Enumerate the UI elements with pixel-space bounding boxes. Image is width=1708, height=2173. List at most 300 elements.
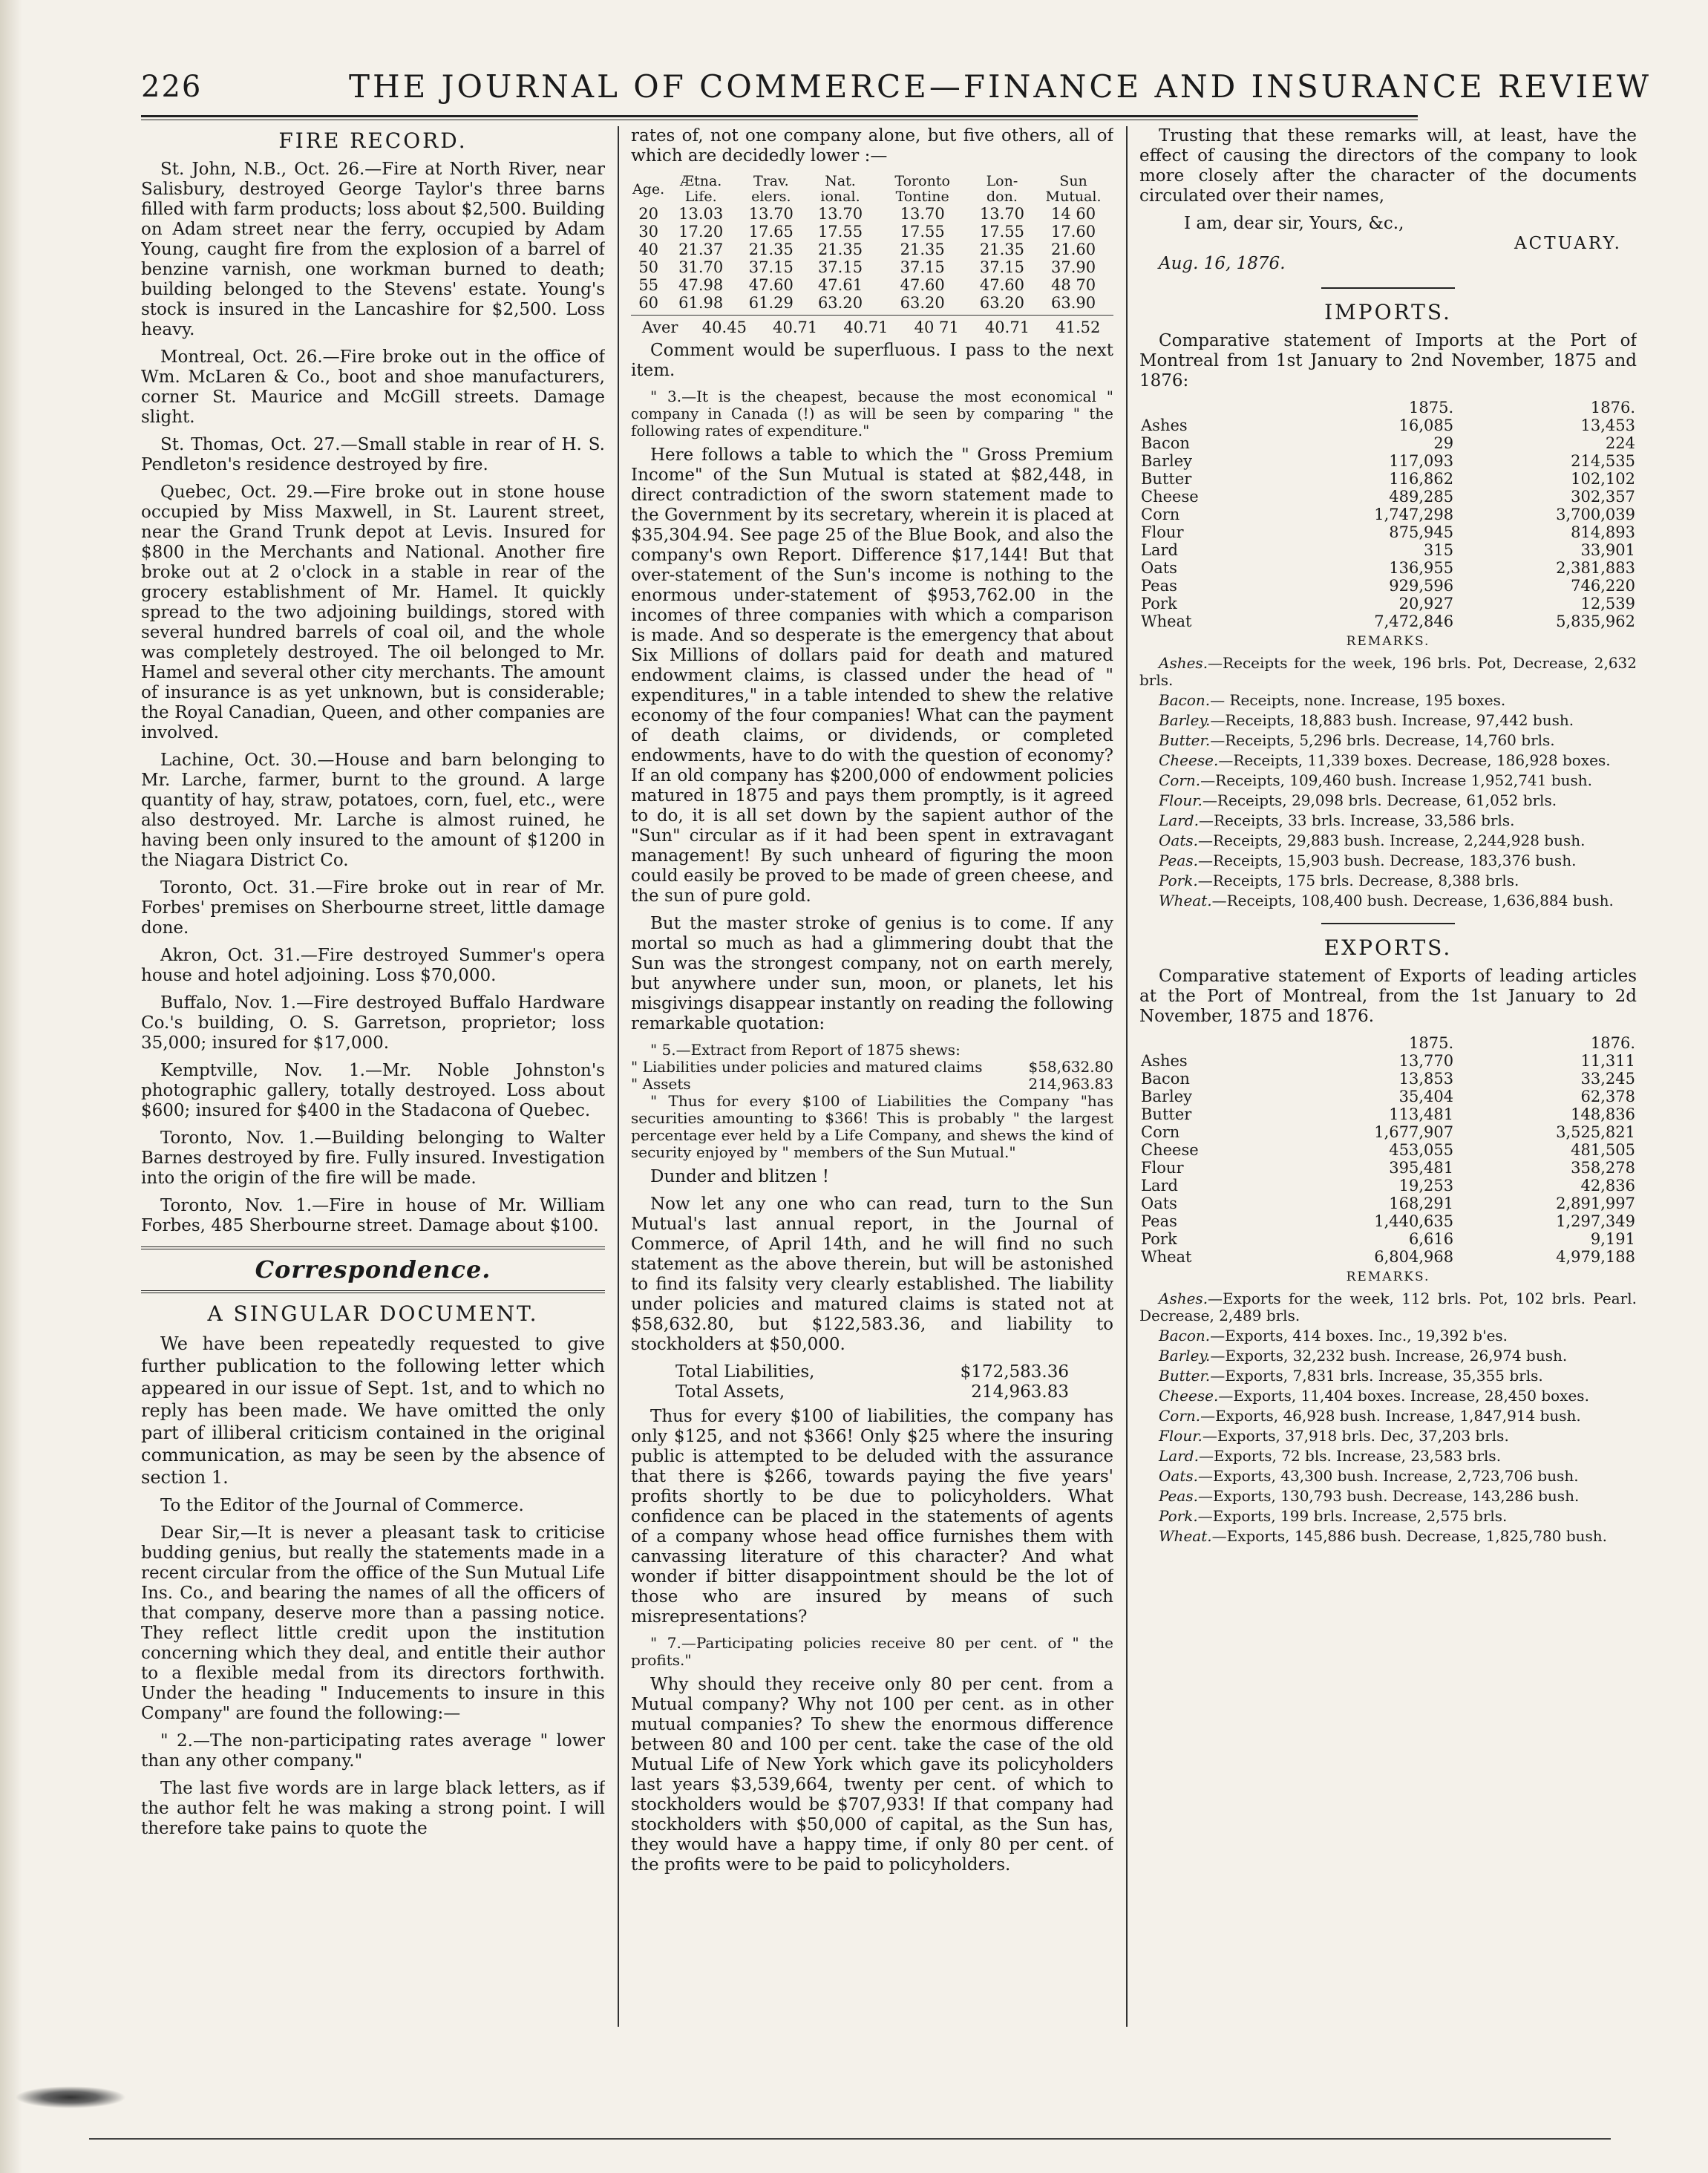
exports-value-b: 62,378 xyxy=(1580,1088,1635,1105)
correspondence-heading: Correspondence. xyxy=(255,1255,491,1284)
exports-row xyxy=(1139,1195,1637,1212)
rates-cell: 63.20 xyxy=(817,294,863,312)
exports-value-a: 113,481 xyxy=(1389,1105,1454,1123)
section-rule xyxy=(1321,923,1455,924)
exports-article: Lard xyxy=(1141,1177,1178,1195)
exports-remark xyxy=(1139,1347,1637,1365)
imports-article: Lard xyxy=(1141,541,1178,559)
imports-remark-text: —Receipts, 11,339 boxes. Decrease, 186,928 boxes. xyxy=(1218,751,1611,769)
exports-value-b: 11,311 xyxy=(1580,1052,1635,1070)
fire-record-title: FIRE RECORD. xyxy=(278,128,468,153)
imports-remark xyxy=(1139,732,1637,749)
imports-article: Barley xyxy=(1141,452,1192,470)
exports-table xyxy=(1139,1034,1637,1266)
rates-row xyxy=(631,258,1113,276)
imports-row xyxy=(1139,434,1637,452)
exports-value-b: 481,505 xyxy=(1571,1141,1635,1159)
rates-cell: 47.60 xyxy=(979,276,1024,294)
exports-remark-label: Butter. xyxy=(1159,1367,1211,1385)
fire-record-item: Lachine, Oct. 30.—House and barn belonging to Mr. Larche, farmer, burnt to the ground. A large quantity of hay, straw, potatoes, corn, fuel, etc., were also destroyed. Mr. Larche is almost ruined, he having been only insured to the amount of $1200 in the Niagara District Co. xyxy=(141,751,605,870)
fire-record-item: Buffalo, Nov. 1.—Fire destroyed Buffalo Hardware Co.'s building, O. S. Garretson, proprietor; loss 35,000; insured for $17,000. xyxy=(141,993,605,1053)
exports-remark xyxy=(1139,1327,1637,1344)
rates-cell: 63.20 xyxy=(900,294,945,312)
exports-remark xyxy=(1139,1367,1637,1385)
letter-paragraph: Dear Sir,—It is never a pleasant task to criticise budding genius, but really the statements made in a recent circular from the office of the Sun Mutual Life Ins. Co., and bearing the names of all the officers of that company, deserve more than a passing notice. They reflect little credit upon the institution concerning which they deal, and entitle their author to a flexible medal from its directors forthwith. Under the heading " Inducements to insure in this Company" are found the following:— xyxy=(141,1523,605,1723)
imports-remark xyxy=(1139,752,1637,769)
rates-cell: 21.35 xyxy=(979,241,1024,258)
exports-value-a: 13,770 xyxy=(1398,1052,1454,1070)
section-rule xyxy=(1321,287,1455,289)
imports-value-b: 2,381,883 xyxy=(1556,559,1635,577)
column-left xyxy=(141,126,605,2027)
imports-remarks xyxy=(1139,655,1637,909)
letter-paragraph: The last five words are in large black letters, as if the author felt he was making a strong point. I will therefore take pains to quote the xyxy=(141,1779,605,1838)
exports-remark-text: —Exports, 414 boxes. Inc., 19,392 b'es. xyxy=(1210,1327,1508,1344)
imports-value-b: 5,835,962 xyxy=(1556,612,1635,630)
exports-remark xyxy=(1139,1388,1637,1405)
imports-value-b: 3,700,039 xyxy=(1556,506,1635,523)
exports-row xyxy=(1139,1248,1637,1266)
imports-remark-label: Pork. xyxy=(1159,872,1198,889)
exports-title: EXPORTS. xyxy=(1323,935,1453,960)
imports-remark-text: —Receipts, 33 brls. Increase, 33,586 brls. xyxy=(1198,811,1515,829)
imports-remark xyxy=(1139,692,1637,709)
exports-value-a: 6,804,968 xyxy=(1374,1248,1454,1266)
imports-remark-text: —Receipts, 108,400 bush. Decrease, 1,636,884 bush. xyxy=(1211,892,1614,909)
exports-row xyxy=(1139,1123,1637,1141)
imports-remark-label: Cheese. xyxy=(1159,751,1219,769)
letter-paragraph: Comment would be superfluous. I pass to the next item. xyxy=(631,341,1113,380)
rates-cell: 55 xyxy=(638,276,658,294)
letter-paragraph: Trusting that these remarks will, at least, have the effect of causing the directors of the company to look more closely after the character of the documents circulated over their names, xyxy=(1139,126,1637,206)
imports-value-b: 814,893 xyxy=(1571,523,1635,541)
imports-article: Bacon xyxy=(1141,434,1190,452)
exports-row xyxy=(1139,1212,1637,1230)
imports-row xyxy=(1139,488,1637,506)
imports-row xyxy=(1139,470,1637,488)
exports-article: Oats xyxy=(1141,1195,1177,1212)
exports-article: Cheese xyxy=(1141,1141,1199,1159)
exports-value-a: 13,853 xyxy=(1398,1070,1454,1088)
exports-value-a: 19,253 xyxy=(1398,1177,1454,1195)
exports-article: Peas xyxy=(1141,1212,1177,1230)
exports-row xyxy=(1139,1230,1637,1248)
imports-remark xyxy=(1139,772,1637,789)
rates-cell: 63.20 xyxy=(979,294,1024,312)
exports-row xyxy=(1139,1070,1637,1088)
exports-remark-text: —Exports, 72 bls. Increase, 23,583 brls. xyxy=(1198,1447,1502,1465)
letter-closing: I am, dear sir, Yours, &c., xyxy=(1184,214,1404,233)
imports-remark xyxy=(1139,892,1637,909)
rates-cell: 37.15 xyxy=(817,258,863,276)
letter-paragraph: Why should they receive only 80 per cent. from a Mutual company? Why not 100 per cent. as in other mutual companies? To shew the enormous difference between 80 and 100 per cent. take the case of the old Mutual Life of New York which gave its policyholders last years $3,539,664, twenty per cent. of which to stockholders would be $707,933! If that company had stockholders with $50,000 of capital, as the Sun has, they would have a happy time, if only 80 per cent. of the profits were to be paid to policyholders. xyxy=(631,1675,1113,1875)
rates-cell: 37.15 xyxy=(748,258,794,276)
bottom-rule xyxy=(89,2138,1611,2140)
rates-average-cell: Aver xyxy=(641,318,678,336)
exports-value-a: 1,677,907 xyxy=(1374,1123,1454,1141)
imports-article: Wheat xyxy=(1141,612,1192,630)
rates-cell: 60 xyxy=(638,294,658,312)
rates-cell: 47.60 xyxy=(900,276,945,294)
imports-remark-text: —Receipts, 18,883 bush. Increase, 97,442 bush. xyxy=(1210,711,1574,729)
imports-remark-text: —Receipts, 15,903 bush. Decrease, 183,376 bush. xyxy=(1197,852,1577,869)
imports-value-a: 7,472,846 xyxy=(1374,612,1454,630)
rates-cell: 13.03 xyxy=(678,205,724,223)
exports-article: Corn xyxy=(1141,1123,1180,1141)
rates-cell: 47.60 xyxy=(748,276,794,294)
imports-remark-label: Bacon. xyxy=(1159,691,1211,709)
column-middle xyxy=(631,126,1113,2027)
exports-value-b: 1,297,349 xyxy=(1556,1212,1635,1230)
rates-average-table xyxy=(631,318,1113,336)
imports-value-a: 116,862 xyxy=(1389,470,1454,488)
exports-article: Barley xyxy=(1141,1088,1192,1105)
imports-remark-label: Butter. xyxy=(1159,731,1211,749)
exports-row xyxy=(1139,1088,1637,1105)
imports-value-b: 13,453 xyxy=(1580,416,1635,434)
rates-header-cell: Sun Mutual. xyxy=(1045,173,1102,205)
imports-remark xyxy=(1139,712,1637,729)
rates-cell: 30 xyxy=(638,223,658,241)
rates-cell: 13.70 xyxy=(748,205,794,223)
page-edge-stain xyxy=(0,0,22,2173)
imports-row xyxy=(1139,559,1637,577)
total-liabilities-value: $172,583.36 xyxy=(960,1362,1069,1382)
exports-value-a: 395,481 xyxy=(1389,1159,1454,1177)
imports-remark-label: Oats. xyxy=(1159,831,1198,849)
imports-value-b: 102,102 xyxy=(1571,470,1635,488)
imports-remarks-label: REMARKS. xyxy=(1346,634,1430,649)
total-liabilities-label: Total Liabilities, xyxy=(675,1362,815,1382)
imports-remark-label: Wheat. xyxy=(1159,892,1212,909)
exports-value-a: 6,616 xyxy=(1409,1230,1454,1248)
section-rule xyxy=(141,1246,605,1249)
imports-remark xyxy=(1139,792,1637,809)
rates-row xyxy=(631,241,1113,258)
exports-remark xyxy=(1139,1290,1637,1324)
exports-remark-text: —Exports, 43,300 bush. Increase, 2,723,706 bush. xyxy=(1197,1467,1579,1485)
exports-row xyxy=(1139,1105,1637,1123)
exports-remark xyxy=(1139,1408,1637,1425)
fire-record-item: Toronto, Nov. 1.—Fire in house of Mr. William Forbes, 485 Sherbourne street. Damage about $100. xyxy=(141,1196,605,1235)
quote-liabilities-value: $58,632.80 xyxy=(1028,1058,1113,1076)
letter-paragraph: Dunder and blitzen ! xyxy=(650,1167,830,1186)
rates-header-row xyxy=(631,174,1113,205)
exports-article: Pork xyxy=(1141,1230,1177,1248)
rates-average-cell: 40.71 xyxy=(984,318,1030,336)
imports-remark-label: Corn. xyxy=(1159,771,1201,789)
imports-value-b: 302,357 xyxy=(1571,488,1635,506)
imports-row xyxy=(1139,541,1637,559)
exports-row xyxy=(1139,1177,1637,1195)
imports-remark-text: —Receipts, 109,460 bush. Increase 1,952,741 bush. xyxy=(1200,771,1592,789)
rates-cell: 40 xyxy=(638,241,658,258)
exports-remark xyxy=(1139,1488,1637,1505)
imports-remark-label: Lard. xyxy=(1159,811,1199,829)
exports-remark-label: Bacon. xyxy=(1159,1327,1211,1344)
rates-cell: 61.98 xyxy=(678,294,724,312)
rates-average-cell: 40.45 xyxy=(701,318,747,336)
exports-remark-text: —Exports, 32,232 bush. Increase, 26,974 bush. xyxy=(1210,1347,1568,1365)
rates-cell: 17.20 xyxy=(678,223,724,241)
imports-value-a: 1,747,298 xyxy=(1374,506,1454,523)
section-rule xyxy=(141,1290,605,1293)
exports-remark-label: Barley. xyxy=(1159,1347,1211,1365)
imports-article: Cheese xyxy=(1141,488,1199,506)
rates-row xyxy=(631,294,1113,312)
imports-year-a: 1875. xyxy=(1409,399,1454,416)
imports-remark-text: — Receipts, none. Increase, 195 boxes. xyxy=(1210,691,1506,709)
exports-remark-label: Lard. xyxy=(1159,1447,1199,1465)
exports-value-a: 168,291 xyxy=(1389,1195,1454,1212)
imports-value-a: 20,927 xyxy=(1398,595,1454,612)
letter-address: To the Editor of the Journal of Commerce. xyxy=(160,1496,524,1515)
imports-article: Corn xyxy=(1141,506,1180,523)
rates-header-cell: Age. xyxy=(632,180,665,197)
imports-remark-text: —Receipts, 5,296 brls. Decrease, 14,760 brls. xyxy=(1210,731,1555,749)
rates-cell: 61.29 xyxy=(748,294,794,312)
imports-title: IMPORTS. xyxy=(1324,300,1452,324)
imports-remark-text: —Receipts for the week, 196 brls. Pot, Decrease, 2,632 brls. xyxy=(1139,654,1637,689)
exports-remark-label: Flour. xyxy=(1159,1427,1203,1445)
column-rule xyxy=(618,126,619,2027)
imports-remark-label: Flour. xyxy=(1159,791,1203,809)
quote-assets-line xyxy=(631,1076,1113,1093)
exports-value-b: 33,245 xyxy=(1580,1070,1635,1088)
imports-remark xyxy=(1139,872,1637,889)
imports-value-a: 929,596 xyxy=(1389,577,1454,595)
imports-value-b: 224 xyxy=(1605,434,1635,452)
fire-record-item: St. John, N.B., Oct. 26.—Fire at North River, near Salisbury, destroyed George Taylor's three barns filled with farm products; loss about $2,500. Building on Adam street near the ferry, occupied by Adam Young, caught fire from the explosion of a barrel of benzine varnish, one workman burned to death; building belonged to the Stevens' estate. Young's stock is insured in the Lancashire for $2,500. Loss heavy. xyxy=(141,160,605,339)
fire-record-item: Akron, Oct. 31.—Fire destroyed Summer's opera house and hotel adjoining. Loss $70,000. xyxy=(141,946,605,985)
page-number: 226 xyxy=(141,70,203,104)
imports-value-b: 746,220 xyxy=(1571,577,1635,595)
letter-quote: " 3.—It is the cheapest, because the most economical " company in Canada (!) as will be seen by comparing " the following rates of expenditure." xyxy=(631,388,1113,439)
total-assets-line xyxy=(631,1382,1113,1407)
exports-value-b: 3,525,821 xyxy=(1556,1123,1635,1141)
letter-paragraph: Thus for every $100 of liabilities, the company has only $125, and not $366! Only $25 where the insuring public is attempted to be deluded with the assurance that there is $266, towards paying the five years' profits shortly to be due to policyholders. What confidence can be placed in the statements of agents of a company whose head office furnishes them with canvassing literature of this character? And what wonder if bitter disappointment should be the lot of those who are insured by means of such misrepresentations? xyxy=(631,1407,1113,1627)
letter-quote: " 5.—Extract from Report of 1875 shews: xyxy=(650,1041,961,1059)
exports-article: Ashes xyxy=(1141,1052,1188,1070)
rates-average-cell: 41.52 xyxy=(1056,318,1101,336)
imports-value-a: 136,955 xyxy=(1389,559,1454,577)
exports-remark-text: —Exports, 199 brls. Increase, 2,575 brls. xyxy=(1197,1507,1508,1525)
imports-row xyxy=(1139,612,1637,630)
rates-average-cell: 40.71 xyxy=(773,318,818,336)
table-rule xyxy=(631,315,1113,316)
exports-remark-label: Ashes. xyxy=(1159,1290,1208,1307)
rates-average-cell: 40 71 xyxy=(914,318,959,336)
total-assets-value: 214,963.83 xyxy=(971,1382,1069,1402)
exports-remarks xyxy=(1139,1290,1637,1545)
rates-cell: 17.65 xyxy=(748,223,794,241)
imports-value-a: 875,945 xyxy=(1389,523,1454,541)
rates-cell: 50 xyxy=(638,258,658,276)
exports-value-b: 148,836 xyxy=(1571,1105,1635,1123)
article-intro: We have been repeatedly requested to give further publication to the following letter which appeared in our issue of Sept. 1st, and to which no reply has been made. We have omitted the only part of illiberal criticism contained in the original communication, as may be seen by the absence of section 1. xyxy=(141,1333,605,1488)
rates-cell: 47.61 xyxy=(817,276,863,294)
imports-article: Pork xyxy=(1141,595,1177,612)
imports-row xyxy=(1139,506,1637,523)
exports-value-b: 358,278 xyxy=(1571,1159,1635,1177)
header-rule xyxy=(141,115,1418,120)
imports-row xyxy=(1139,523,1637,541)
exports-article: Bacon xyxy=(1141,1070,1190,1088)
exports-intro: Comparative statement of Exports of leading articles at the Port of Montreal, from the 1st January to 2d November, 1875 and 1876. xyxy=(1139,967,1637,1026)
page-header xyxy=(141,65,1652,117)
letter-signature: ACTUARY. xyxy=(1514,234,1622,253)
exports-remark xyxy=(1139,1428,1637,1445)
imports-value-a: 315 xyxy=(1424,541,1454,559)
column-right xyxy=(1139,126,1637,2027)
letter-quote: " Thus for every $100 of Liabilities the Company "has securities amounting to $366! This is probably " the largest percentage ever held by a Life Company, and shews the kind of security enjoyed by " members of the Sun Mutual." xyxy=(631,1092,1113,1161)
imports-remark-text: —Receipts, 29,098 brls. Decrease, 61,052 brls. xyxy=(1202,791,1557,809)
exports-remark-label: Pork. xyxy=(1159,1507,1198,1525)
imports-header-row xyxy=(1139,399,1637,416)
imports-table xyxy=(1139,399,1637,630)
rates-cell: 63.90 xyxy=(1050,294,1096,312)
exports-value-b: 42,836 xyxy=(1580,1177,1635,1195)
exports-value-a: 1,440,635 xyxy=(1374,1212,1454,1230)
imports-value-a: 29 xyxy=(1433,434,1454,452)
imports-article: Peas xyxy=(1141,577,1177,595)
journal-title: THE JOURNAL OF COMMERCE—FINANCE AND INSURANCE REVIEW xyxy=(349,68,1652,105)
exports-remark-text: —Exports for the week, 112 brls. Pot, 102 brls. Pearl. Decrease, 2,489 brls. xyxy=(1139,1290,1637,1324)
rates-cell: 13.70 xyxy=(817,205,863,223)
rates-row xyxy=(631,205,1113,223)
exports-remark-text: —Exports, 46,928 bush. Increase, 1,847,914 bush. xyxy=(1200,1407,1581,1425)
rates-cell: 31.70 xyxy=(678,258,724,276)
rates-cell: 37.90 xyxy=(1050,258,1096,276)
exports-header-row xyxy=(1139,1034,1637,1052)
rates-cell: 17.55 xyxy=(900,223,945,241)
imports-article: Oats xyxy=(1141,559,1177,577)
imports-article: Butter xyxy=(1141,470,1192,488)
exports-remark-label: Corn. xyxy=(1159,1407,1201,1425)
imports-remark-text: —Receipts, 175 brls. Decrease, 8,388 brls. xyxy=(1197,872,1519,889)
imports-intro: Comparative statement of Imports at the Port of Montreal from 1st January to 2nd November, 1875 and 1876: xyxy=(1139,331,1637,391)
letter-paragraph: But the master stroke of genius is to come. If any mortal so much as had a glimmering doubt that the Sun was the strongest company, not on earth merely, but anywhere under sun, moon, or planets, let his misgivings disappear instantly on reading the following remarkable quotation: xyxy=(631,914,1113,1033)
rates-header-cell: Nat. ional. xyxy=(820,173,860,205)
article-title: A SINGULAR DOCUMENT. xyxy=(207,1301,539,1326)
rates-cell: 37.15 xyxy=(900,258,945,276)
fire-record-item: Montreal, Oct. 26.—Fire broke out in the office of Wm. McLaren & Co., boot and shoe manufacturers, corner St. Maurice and McGill streets. Damage slight. xyxy=(141,347,605,427)
rates-cell: 14 60 xyxy=(1050,205,1096,223)
total-liabilities-line xyxy=(631,1362,1113,1382)
imports-row xyxy=(1139,452,1637,470)
fire-record-item: Toronto, Nov. 1.—Building belonging to Walter Barnes destroyed by fire. Fully insured. Investigation into the origin of the fire will be made. xyxy=(141,1128,605,1188)
quote-liabilities-line xyxy=(631,1059,1113,1076)
rates-header-cell: Trav. elers. xyxy=(751,173,791,205)
imports-row xyxy=(1139,416,1637,434)
exports-remark xyxy=(1139,1468,1637,1485)
rates-cell: 13.70 xyxy=(979,205,1024,223)
imports-row xyxy=(1139,595,1637,612)
letter-paragraph: rates of, not one company alone, but five others, all of which are decidedly lower :— xyxy=(631,126,1113,166)
exports-remark xyxy=(1139,1528,1637,1545)
exports-article: Butter xyxy=(1141,1105,1192,1123)
exports-remark xyxy=(1139,1508,1637,1525)
rates-cell: 21.35 xyxy=(900,241,945,258)
fire-record-item: Quebec, Oct. 29.—Fire broke out in stone house occupied by Miss Maxwell, in St. Laurent street, near the Grand Trunk depot at Levis. Insured for $800 in the Merchants and National. Another fire broke out at 2 o'clock in a stable in rear of the grocery establishment of Mr. Hamel. It quickly spread to the two adjoining buildings, stored with several hundred barrels of coal oil, and the whole was completely destroyed. The oil belonged to Mr. Hamel and several other city merchants. The amount of insurance is as yet unknown, but is considerable; the Royal Canadian, Queen, and other companies are involved. xyxy=(141,483,605,742)
rates-cell: 21.35 xyxy=(748,241,794,258)
imports-value-a: 489,285 xyxy=(1389,488,1454,506)
ink-blot xyxy=(15,2086,126,2108)
imports-remark-label: Peas. xyxy=(1159,852,1198,869)
exports-article: Wheat xyxy=(1141,1248,1192,1266)
exports-remark-label: Oats. xyxy=(1159,1467,1198,1485)
rates-cell: 21.37 xyxy=(678,241,724,258)
exports-value-b: 2,891,997 xyxy=(1556,1195,1635,1212)
exports-value-b: 9,191 xyxy=(1590,1230,1635,1248)
exports-row xyxy=(1139,1052,1637,1070)
exports-value-a: 35,404 xyxy=(1398,1088,1454,1105)
fire-record-item: Kemptville, Nov. 1.—Mr. Noble Johnston's photographic gallery, totally destroyed. Loss about $600; insured for $400 in the Stadacona of Quebec. xyxy=(141,1061,605,1120)
imports-value-b: 33,901 xyxy=(1580,541,1635,559)
quote-assets-value: 214,963.83 xyxy=(1028,1075,1113,1093)
exports-remarks-label: REMARKS. xyxy=(1346,1270,1430,1284)
imports-value-b: 12,539 xyxy=(1580,595,1635,612)
rates-cell: 37.15 xyxy=(979,258,1024,276)
imports-remark-label: Ashes. xyxy=(1159,654,1208,672)
imports-article: Ashes xyxy=(1141,416,1188,434)
rates-cell: 13.70 xyxy=(900,205,945,223)
rates-header-cell: Ætna. Life. xyxy=(680,173,722,205)
quote-assets-label: " Assets xyxy=(631,1075,691,1093)
rates-row xyxy=(631,223,1113,241)
exports-remark-text: —Exports, 7,831 brls. Increase, 35,355 brls. xyxy=(1210,1367,1543,1385)
rates-average-row xyxy=(631,318,1113,336)
exports-year-b: 1876. xyxy=(1590,1034,1635,1052)
letter-date: Aug. 16, 1876. xyxy=(1159,254,1286,273)
exports-row xyxy=(1139,1159,1637,1177)
letter-paragraph: Now let any one who can read, turn to the Sun Mutual's last annual report, in the Journal of Commerce, of April 14th, and he will find no such statement as the above therein, but will be astonished to find its falsity very clearly established. The liability under policies and matured claims is stated not at $58,632.80, but $122,583.36, and liability to stockholders at $50,000. xyxy=(631,1195,1113,1354)
rates-row xyxy=(631,276,1113,294)
exports-remark-label: Peas. xyxy=(1159,1487,1198,1505)
imports-value-b: 214,535 xyxy=(1571,452,1635,470)
quote-liabilities-label: " Liabilities under policies and matured claims xyxy=(631,1058,983,1076)
exports-row xyxy=(1139,1141,1637,1159)
fire-record-item: St. Thomas, Oct. 27.—Small stable in rear of H. S. Pendleton's residence destroyed by fire. xyxy=(141,435,605,474)
total-assets-label: Total Assets, xyxy=(675,1382,785,1402)
imports-year-b: 1876. xyxy=(1590,399,1635,416)
exports-year-a: 1875. xyxy=(1409,1034,1454,1052)
rates-cell: 17.60 xyxy=(1050,223,1096,241)
rates-average-cell: 40.71 xyxy=(843,318,889,336)
imports-row xyxy=(1139,577,1637,595)
exports-value-a: 453,055 xyxy=(1389,1141,1454,1159)
exports-remark-text: —Exports, 130,793 bush. Decrease, 143,286 bush. xyxy=(1197,1487,1580,1505)
fire-record-item: Toronto, Oct. 31.—Fire broke out in rear of Mr. Forbes' premises on Sherbourne street, little damage done. xyxy=(141,878,605,938)
exports-value-b: 4,979,188 xyxy=(1556,1248,1635,1266)
imports-remark xyxy=(1139,812,1637,829)
imports-value-a: 117,093 xyxy=(1389,452,1454,470)
rates-cell: 48 70 xyxy=(1050,276,1096,294)
exports-remark-text: —Exports, 37,918 brls. Dec, 37,203 brls. xyxy=(1202,1427,1509,1445)
fire-record-list xyxy=(141,160,605,1236)
rates-cell: 21.60 xyxy=(1050,241,1096,258)
rates-cell: 21.35 xyxy=(817,241,863,258)
imports-remark xyxy=(1139,655,1637,689)
rates-table xyxy=(631,174,1113,312)
exports-article: Flour xyxy=(1141,1159,1184,1177)
letter-quote: " 7.—Participating policies receive 80 per cent. of " the profits." xyxy=(631,1634,1113,1669)
imports-remark-label: Barley. xyxy=(1159,711,1211,729)
rates-cell: 17.55 xyxy=(817,223,863,241)
rates-header-cell: Toronto Tontine xyxy=(894,173,950,205)
exports-remark-label: Cheese. xyxy=(1159,1387,1219,1405)
rates-cell: 47.98 xyxy=(678,276,724,294)
